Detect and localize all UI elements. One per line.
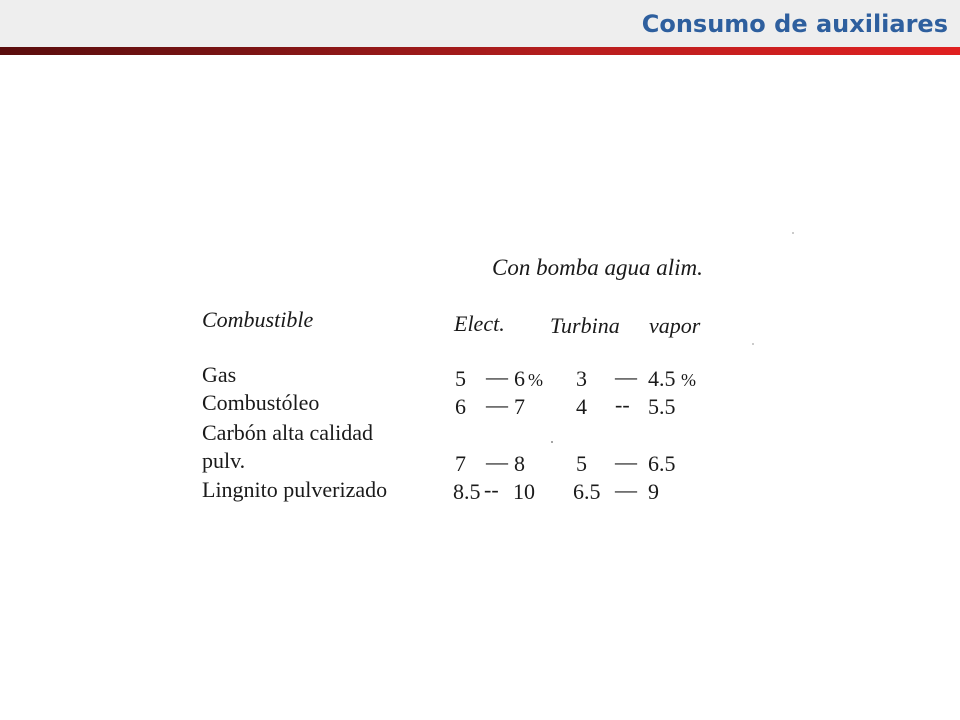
turbina-high-value: 4.5 bbox=[648, 366, 676, 391]
elect-range-dash: — bbox=[486, 449, 508, 474]
turbina-low-value: 3 bbox=[576, 366, 587, 391]
turbina-high-value: 9 bbox=[648, 479, 659, 504]
row-fuel-label: Lingnito pulverizado bbox=[202, 477, 388, 502]
turbina-percent-sign: % bbox=[681, 370, 696, 390]
elect-high-value: 7 bbox=[514, 394, 525, 419]
elect-low-value: 6 bbox=[455, 394, 466, 419]
elect-range-dash: — bbox=[486, 364, 508, 389]
turbina-range-dash: — bbox=[615, 477, 637, 502]
turbina-range-dash: — bbox=[615, 449, 637, 474]
elect-low-value: 5 bbox=[455, 366, 466, 391]
column-header-turbina: Turbina bbox=[550, 313, 620, 338]
turbina-high-value: 6.5 bbox=[648, 451, 676, 476]
scan-speck bbox=[551, 441, 553, 443]
row-fuel-label: pulv. bbox=[202, 448, 246, 473]
turbina-range-dash: — bbox=[615, 364, 637, 389]
turbina-low-value: 6.5 bbox=[573, 479, 601, 504]
scan-speck bbox=[792, 232, 794, 234]
row-fuel-label: Carbón alta calidad bbox=[202, 420, 374, 445]
elect-low-value: 8.5 bbox=[453, 479, 481, 504]
elect-high-value: 10 bbox=[513, 479, 535, 504]
scan-speck bbox=[752, 343, 754, 345]
turbina-high-value: 5.5 bbox=[648, 394, 676, 419]
group-header: Con bomba agua alim. bbox=[492, 255, 703, 280]
row-fuel-label: Gas bbox=[202, 362, 237, 387]
turbina-low-value: 4 bbox=[576, 394, 587, 419]
elect-range-dash: -- bbox=[484, 477, 499, 502]
elect-high-value: 8 bbox=[514, 451, 525, 476]
turbina-low-value: 5 bbox=[576, 451, 587, 476]
column-header-fuel: Combustible bbox=[202, 307, 314, 332]
elect-range-dash: — bbox=[486, 392, 508, 417]
row-fuel-label: Combustóleo bbox=[202, 390, 320, 415]
elect-low-value: 7 bbox=[455, 451, 466, 476]
turbina-range-dash: -- bbox=[615, 392, 630, 417]
elect-high-value: 6 bbox=[514, 366, 525, 391]
column-header-elect: Elect. bbox=[454, 311, 505, 336]
elect-percent-sign: % bbox=[528, 370, 543, 390]
slide-title: Consumo de auxiliares bbox=[641, 10, 948, 38]
column-header-vapor: vapor bbox=[649, 313, 701, 338]
